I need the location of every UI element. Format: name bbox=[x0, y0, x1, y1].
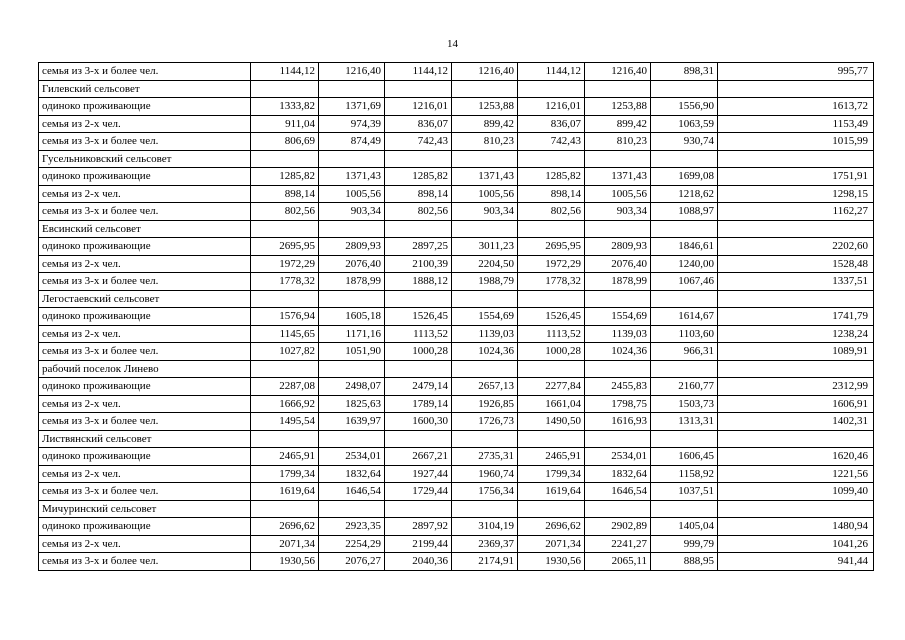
value-cell: 1216,40 bbox=[452, 63, 518, 81]
value-cell: 810,23 bbox=[585, 133, 651, 151]
value-cell: 903,34 bbox=[319, 203, 385, 221]
value-cell: 1298,15 bbox=[718, 185, 874, 203]
value-cell: 2241,27 bbox=[585, 535, 651, 553]
value-cell: 1930,56 bbox=[518, 553, 585, 571]
empty-cell bbox=[251, 80, 319, 98]
value-cell: 1926,85 bbox=[452, 395, 518, 413]
table-body bbox=[39, 63, 874, 571]
empty-cell bbox=[452, 500, 518, 518]
value-cell: 1832,64 bbox=[319, 465, 385, 483]
empty-cell bbox=[452, 220, 518, 238]
empty-cell bbox=[518, 430, 585, 448]
value-cell: 1402,31 bbox=[718, 413, 874, 431]
row-label: одиноко проживающие bbox=[39, 238, 251, 256]
value-cell: 742,43 bbox=[385, 133, 452, 151]
row-label: семья из 2-х чел. bbox=[39, 185, 251, 203]
value-cell: 2287,08 bbox=[251, 378, 319, 396]
value-cell: 1313,31 bbox=[651, 413, 718, 431]
empty-cell bbox=[518, 80, 585, 98]
value-cell: 1216,40 bbox=[319, 63, 385, 81]
empty-cell bbox=[518, 290, 585, 308]
value-cell: 1606,91 bbox=[718, 395, 874, 413]
value-cell: 2809,93 bbox=[319, 238, 385, 256]
empty-cell bbox=[385, 290, 452, 308]
page-number: 14 bbox=[447, 38, 458, 50]
empty-cell bbox=[385, 150, 452, 168]
value-cell: 1927,44 bbox=[385, 465, 452, 483]
value-cell: 3104,19 bbox=[452, 518, 518, 536]
empty-cell bbox=[452, 80, 518, 98]
value-cell: 806,69 bbox=[251, 133, 319, 151]
empty-cell bbox=[651, 430, 718, 448]
section-row bbox=[39, 500, 874, 518]
empty-cell bbox=[585, 500, 651, 518]
value-cell: 1798,75 bbox=[585, 395, 651, 413]
value-cell: 1526,45 bbox=[385, 308, 452, 326]
value-cell: 2809,93 bbox=[585, 238, 651, 256]
empty-cell bbox=[518, 360, 585, 378]
empty-cell bbox=[251, 500, 319, 518]
empty-cell bbox=[319, 430, 385, 448]
value-cell: 2202,60 bbox=[718, 238, 874, 256]
value-cell: 1614,67 bbox=[651, 308, 718, 326]
empty-cell bbox=[585, 290, 651, 308]
value-cell: 1144,12 bbox=[518, 63, 585, 81]
empty-cell bbox=[585, 430, 651, 448]
value-cell: 1153,49 bbox=[718, 115, 874, 133]
section-title: Евсинский сельсовет bbox=[39, 220, 251, 238]
value-cell: 1741,79 bbox=[718, 308, 874, 326]
empty-cell bbox=[585, 150, 651, 168]
value-cell: 1778,32 bbox=[251, 273, 319, 291]
value-cell: 2479,14 bbox=[385, 378, 452, 396]
value-cell: 1067,46 bbox=[651, 273, 718, 291]
value-cell: 2696,62 bbox=[518, 518, 585, 536]
value-cell: 1726,73 bbox=[452, 413, 518, 431]
value-cell: 903,34 bbox=[452, 203, 518, 221]
table-row bbox=[39, 535, 874, 553]
value-cell: 1751,91 bbox=[718, 168, 874, 186]
value-cell: 3011,23 bbox=[452, 238, 518, 256]
table-row bbox=[39, 448, 874, 466]
value-cell: 898,31 bbox=[651, 63, 718, 81]
value-cell: 1661,04 bbox=[518, 395, 585, 413]
value-cell: 1253,88 bbox=[452, 98, 518, 116]
value-cell: 836,07 bbox=[518, 115, 585, 133]
table-row bbox=[39, 483, 874, 501]
value-cell: 1371,43 bbox=[585, 168, 651, 186]
value-cell: 1088,97 bbox=[651, 203, 718, 221]
value-cell: 1333,82 bbox=[251, 98, 319, 116]
value-cell: 836,07 bbox=[385, 115, 452, 133]
value-cell: 2735,31 bbox=[452, 448, 518, 466]
section-title: Гусельниковский сельсовет bbox=[39, 150, 251, 168]
value-cell: 1619,64 bbox=[518, 483, 585, 501]
value-cell: 2369,37 bbox=[452, 535, 518, 553]
row-label: одиноко проживающие bbox=[39, 308, 251, 326]
value-cell: 2071,34 bbox=[518, 535, 585, 553]
value-cell: 2076,27 bbox=[319, 553, 385, 571]
empty-cell bbox=[452, 430, 518, 448]
section-row bbox=[39, 80, 874, 98]
section-title: рабочий поселок Линево bbox=[39, 360, 251, 378]
value-cell: 1024,36 bbox=[585, 343, 651, 361]
value-cell: 2065,11 bbox=[585, 553, 651, 571]
value-cell: 1832,64 bbox=[585, 465, 651, 483]
empty-cell bbox=[251, 360, 319, 378]
value-cell: 1646,54 bbox=[585, 483, 651, 501]
value-cell: 802,56 bbox=[518, 203, 585, 221]
empty-cell bbox=[385, 500, 452, 518]
row-label: семья из 2-х чел. bbox=[39, 395, 251, 413]
value-cell: 1015,99 bbox=[718, 133, 874, 151]
value-cell: 1799,34 bbox=[518, 465, 585, 483]
table-row bbox=[39, 378, 874, 396]
empty-cell bbox=[251, 220, 319, 238]
table-row bbox=[39, 168, 874, 186]
value-cell: 1000,28 bbox=[385, 343, 452, 361]
empty-cell bbox=[319, 290, 385, 308]
value-cell: 1405,04 bbox=[651, 518, 718, 536]
empty-cell bbox=[319, 150, 385, 168]
value-cell: 941,44 bbox=[718, 553, 874, 571]
value-cell: 995,77 bbox=[718, 63, 874, 81]
empty-cell bbox=[385, 220, 452, 238]
section-row bbox=[39, 290, 874, 308]
empty-cell bbox=[251, 290, 319, 308]
value-cell: 1171,16 bbox=[319, 325, 385, 343]
table-row bbox=[39, 255, 874, 273]
value-cell: 1480,94 bbox=[718, 518, 874, 536]
section-title: Гилевский сельсовет bbox=[39, 80, 251, 98]
value-cell: 802,56 bbox=[251, 203, 319, 221]
value-cell: 1253,88 bbox=[585, 98, 651, 116]
section-title: Мичуринский сельсовет bbox=[39, 500, 251, 518]
value-cell: 1221,56 bbox=[718, 465, 874, 483]
empty-cell bbox=[718, 80, 874, 98]
value-cell: 2199,44 bbox=[385, 535, 452, 553]
value-cell: 1099,40 bbox=[718, 483, 874, 501]
value-cell: 2204,50 bbox=[452, 255, 518, 273]
table-row bbox=[39, 273, 874, 291]
section-title: Легостаевский сельсовет bbox=[39, 290, 251, 308]
value-cell: 2174,91 bbox=[452, 553, 518, 571]
empty-cell bbox=[251, 430, 319, 448]
value-cell: 1037,51 bbox=[651, 483, 718, 501]
table-row bbox=[39, 63, 874, 81]
empty-cell bbox=[452, 290, 518, 308]
value-cell: 1646,54 bbox=[319, 483, 385, 501]
value-cell: 2071,34 bbox=[251, 535, 319, 553]
empty-cell bbox=[651, 500, 718, 518]
value-cell: 1005,56 bbox=[585, 185, 651, 203]
value-cell: 911,04 bbox=[251, 115, 319, 133]
row-label: одиноко проживающие bbox=[39, 378, 251, 396]
value-cell: 1218,62 bbox=[651, 185, 718, 203]
value-cell: 1620,46 bbox=[718, 448, 874, 466]
value-cell: 898,14 bbox=[385, 185, 452, 203]
empty-cell bbox=[718, 430, 874, 448]
value-cell: 2254,29 bbox=[319, 535, 385, 553]
value-cell: 2100,39 bbox=[385, 255, 452, 273]
value-cell: 802,56 bbox=[385, 203, 452, 221]
value-cell: 2465,91 bbox=[251, 448, 319, 466]
value-cell: 1337,51 bbox=[718, 273, 874, 291]
value-cell: 898,14 bbox=[251, 185, 319, 203]
value-cell: 1972,29 bbox=[518, 255, 585, 273]
empty-cell bbox=[651, 150, 718, 168]
value-cell: 930,74 bbox=[651, 133, 718, 151]
table-row bbox=[39, 413, 874, 431]
value-cell: 1240,00 bbox=[651, 255, 718, 273]
value-cell: 1503,73 bbox=[651, 395, 718, 413]
value-cell: 1613,72 bbox=[718, 98, 874, 116]
value-cell: 1216,40 bbox=[585, 63, 651, 81]
value-cell: 1005,56 bbox=[452, 185, 518, 203]
value-cell: 2455,83 bbox=[585, 378, 651, 396]
row-label: семья из 2-х чел. bbox=[39, 255, 251, 273]
value-cell: 1600,30 bbox=[385, 413, 452, 431]
value-cell: 1666,92 bbox=[251, 395, 319, 413]
empty-cell bbox=[319, 80, 385, 98]
table-row bbox=[39, 465, 874, 483]
value-cell: 903,34 bbox=[585, 203, 651, 221]
value-cell: 888,95 bbox=[651, 553, 718, 571]
empty-cell bbox=[718, 290, 874, 308]
value-cell: 1144,12 bbox=[385, 63, 452, 81]
value-cell: 2040,36 bbox=[385, 553, 452, 571]
row-label: семья из 3-х и более чел. bbox=[39, 343, 251, 361]
value-cell: 2695,95 bbox=[518, 238, 585, 256]
empty-cell bbox=[385, 360, 452, 378]
table-row bbox=[39, 203, 874, 221]
value-cell: 742,43 bbox=[518, 133, 585, 151]
empty-cell bbox=[585, 220, 651, 238]
row-label: одиноко проживающие bbox=[39, 518, 251, 536]
value-cell: 1606,45 bbox=[651, 448, 718, 466]
value-cell: 1139,03 bbox=[452, 325, 518, 343]
table-row bbox=[39, 115, 874, 133]
row-label: одиноко проживающие bbox=[39, 448, 251, 466]
value-cell: 1113,52 bbox=[385, 325, 452, 343]
empty-cell bbox=[718, 360, 874, 378]
empty-cell bbox=[651, 290, 718, 308]
value-cell: 2902,89 bbox=[585, 518, 651, 536]
value-cell: 874,49 bbox=[319, 133, 385, 151]
table-row bbox=[39, 325, 874, 343]
empty-cell bbox=[385, 80, 452, 98]
row-label: семья из 2-х чел. bbox=[39, 325, 251, 343]
value-cell: 1799,34 bbox=[251, 465, 319, 483]
empty-cell bbox=[718, 500, 874, 518]
value-cell: 2076,40 bbox=[319, 255, 385, 273]
value-cell: 1027,82 bbox=[251, 343, 319, 361]
value-cell: 1988,79 bbox=[452, 273, 518, 291]
empty-cell bbox=[651, 360, 718, 378]
value-cell: 1846,61 bbox=[651, 238, 718, 256]
value-cell: 1619,64 bbox=[251, 483, 319, 501]
value-cell: 1778,32 bbox=[518, 273, 585, 291]
section-row bbox=[39, 220, 874, 238]
value-cell: 2076,40 bbox=[585, 255, 651, 273]
row-label: семья из 3-х и более чел. bbox=[39, 413, 251, 431]
value-cell: 1789,14 bbox=[385, 395, 452, 413]
value-cell: 2923,35 bbox=[319, 518, 385, 536]
value-cell: 2897,25 bbox=[385, 238, 452, 256]
section-row bbox=[39, 360, 874, 378]
value-cell: 1238,24 bbox=[718, 325, 874, 343]
value-cell: 1930,56 bbox=[251, 553, 319, 571]
value-cell: 1556,90 bbox=[651, 98, 718, 116]
value-cell: 1371,69 bbox=[319, 98, 385, 116]
value-cell: 2534,01 bbox=[585, 448, 651, 466]
row-label: семья из 3-х и более чел. bbox=[39, 553, 251, 571]
value-cell: 1162,27 bbox=[718, 203, 874, 221]
value-cell: 1371,43 bbox=[452, 168, 518, 186]
table-row bbox=[39, 343, 874, 361]
table-row bbox=[39, 238, 874, 256]
value-cell: 1616,93 bbox=[585, 413, 651, 431]
value-cell: 1756,34 bbox=[452, 483, 518, 501]
row-label: семья из 3-х и более чел. bbox=[39, 203, 251, 221]
row-label: семья из 3-х и более чел. bbox=[39, 133, 251, 151]
value-cell: 2696,62 bbox=[251, 518, 319, 536]
value-cell: 1024,36 bbox=[452, 343, 518, 361]
empty-cell bbox=[585, 80, 651, 98]
value-cell: 899,42 bbox=[452, 115, 518, 133]
value-cell: 2312,99 bbox=[718, 378, 874, 396]
value-cell: 1144,12 bbox=[251, 63, 319, 81]
value-cell: 2498,07 bbox=[319, 378, 385, 396]
value-cell: 1145,65 bbox=[251, 325, 319, 343]
empty-cell bbox=[718, 150, 874, 168]
value-cell: 1888,12 bbox=[385, 273, 452, 291]
section-row bbox=[39, 430, 874, 448]
empty-cell bbox=[452, 360, 518, 378]
value-cell: 1089,91 bbox=[718, 343, 874, 361]
value-cell: 1139,03 bbox=[585, 325, 651, 343]
value-cell: 1103,60 bbox=[651, 325, 718, 343]
value-cell: 2160,77 bbox=[651, 378, 718, 396]
value-cell: 2657,13 bbox=[452, 378, 518, 396]
value-cell: 1051,90 bbox=[319, 343, 385, 361]
empty-cell bbox=[518, 500, 585, 518]
empty-cell bbox=[251, 150, 319, 168]
table-row bbox=[39, 308, 874, 326]
table-row bbox=[39, 185, 874, 203]
empty-cell bbox=[651, 220, 718, 238]
value-cell: 974,39 bbox=[319, 115, 385, 133]
value-cell: 1878,99 bbox=[319, 273, 385, 291]
value-cell: 1639,97 bbox=[319, 413, 385, 431]
value-cell: 1825,63 bbox=[319, 395, 385, 413]
value-cell: 898,14 bbox=[518, 185, 585, 203]
value-cell: 1972,29 bbox=[251, 255, 319, 273]
value-cell: 1285,82 bbox=[251, 168, 319, 186]
section-title: Листвянский сельсовет bbox=[39, 430, 251, 448]
value-cell: 2897,92 bbox=[385, 518, 452, 536]
empty-cell bbox=[385, 430, 452, 448]
table-row bbox=[39, 133, 874, 151]
value-cell: 2667,21 bbox=[385, 448, 452, 466]
value-cell: 2695,95 bbox=[251, 238, 319, 256]
value-cell: 1005,56 bbox=[319, 185, 385, 203]
value-cell: 1960,74 bbox=[452, 465, 518, 483]
value-cell: 999,79 bbox=[651, 535, 718, 553]
tariff-table bbox=[38, 62, 874, 571]
value-cell: 1528,48 bbox=[718, 255, 874, 273]
value-cell: 1285,82 bbox=[518, 168, 585, 186]
table-row bbox=[39, 395, 874, 413]
row-label: семья из 2-х чел. bbox=[39, 535, 251, 553]
table-row bbox=[39, 98, 874, 116]
empty-cell bbox=[518, 150, 585, 168]
empty-cell bbox=[319, 360, 385, 378]
value-cell: 810,23 bbox=[452, 133, 518, 151]
empty-cell bbox=[651, 80, 718, 98]
value-cell: 1113,52 bbox=[518, 325, 585, 343]
value-cell: 1216,01 bbox=[518, 98, 585, 116]
value-cell: 1158,92 bbox=[651, 465, 718, 483]
empty-cell bbox=[585, 360, 651, 378]
value-cell: 1878,99 bbox=[585, 273, 651, 291]
value-cell: 1495,54 bbox=[251, 413, 319, 431]
value-cell: 1699,08 bbox=[651, 168, 718, 186]
value-cell: 1000,28 bbox=[518, 343, 585, 361]
row-label: семья из 2-х чел. bbox=[39, 115, 251, 133]
section-row bbox=[39, 150, 874, 168]
empty-cell bbox=[319, 220, 385, 238]
value-cell: 2465,91 bbox=[518, 448, 585, 466]
value-cell: 899,42 bbox=[585, 115, 651, 133]
value-cell: 1554,69 bbox=[585, 308, 651, 326]
value-cell: 1371,43 bbox=[319, 168, 385, 186]
empty-cell bbox=[319, 500, 385, 518]
value-cell: 1605,18 bbox=[319, 308, 385, 326]
value-cell: 1063,59 bbox=[651, 115, 718, 133]
row-label: семья из 3-х и более чел. bbox=[39, 273, 251, 291]
value-cell: 966,31 bbox=[651, 343, 718, 361]
value-cell: 2277,84 bbox=[518, 378, 585, 396]
row-label: семья из 2-х чел. bbox=[39, 465, 251, 483]
value-cell: 1729,44 bbox=[385, 483, 452, 501]
value-cell: 1576,94 bbox=[251, 308, 319, 326]
value-cell: 1216,01 bbox=[385, 98, 452, 116]
value-cell: 1526,45 bbox=[518, 308, 585, 326]
value-cell: 1490,50 bbox=[518, 413, 585, 431]
row-label: одиноко проживающие bbox=[39, 98, 251, 116]
table-row bbox=[39, 553, 874, 571]
value-cell: 1285,82 bbox=[385, 168, 452, 186]
value-cell: 1554,69 bbox=[452, 308, 518, 326]
row-label: одиноко проживающие bbox=[39, 168, 251, 186]
value-cell: 1041,26 bbox=[718, 535, 874, 553]
empty-cell bbox=[718, 220, 874, 238]
table-row bbox=[39, 518, 874, 536]
empty-cell bbox=[452, 150, 518, 168]
row-label: семья из 3-х и более чел. bbox=[39, 63, 251, 81]
row-label: семья из 3-х и более чел. bbox=[39, 483, 251, 501]
value-cell: 2534,01 bbox=[319, 448, 385, 466]
empty-cell bbox=[518, 220, 585, 238]
